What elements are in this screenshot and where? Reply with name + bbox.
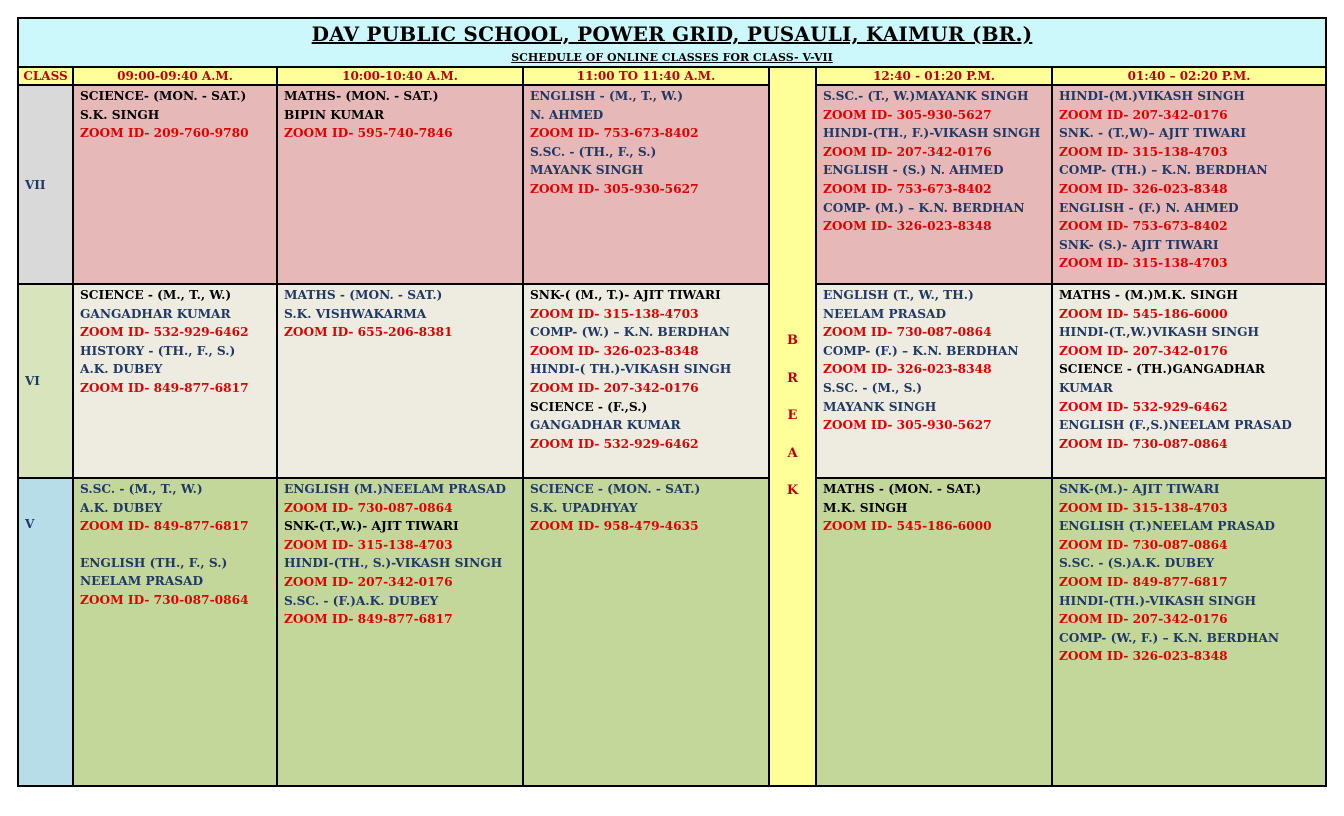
zoom-id: ZOOM ID- 207-342-0176 (530, 380, 699, 395)
zoom-id: ZOOM ID- 545-186-6000 (1059, 306, 1228, 321)
teacher-line: GANGADHAR KUMAR (80, 306, 231, 321)
zoom-id: ZOOM ID- 326-023-8348 (823, 362, 992, 377)
header-class: CLASS (19, 68, 74, 86)
cell-vi-slot-5 (1053, 285, 1325, 479)
subject-line: ENGLISH (TH., F., S.) (80, 555, 228, 570)
zoom-id: ZOOM ID- 655-206-8381 (284, 325, 453, 340)
subject-line: SCIENCE - (M., T., W.) (80, 288, 232, 302)
zoom-id: ZOOM ID- 730-087-0864 (1059, 537, 1228, 552)
subject-line: COMP- (F.) – K.N. BERDHAN (823, 343, 1019, 358)
teacher-line: S.K. VISHWAKARMA (284, 306, 427, 321)
cell-v-slot-1 (74, 479, 278, 785)
cell-vii-slot-1 (74, 86, 278, 285)
subject-line: ENGLISH - (S.) N. AHMED (823, 163, 1004, 178)
subject-line: COMP- (W., F.) – K.N. BERDHAN (1059, 630, 1279, 645)
subject-line: ENGLISH (T., W., TH.) (823, 288, 974, 302)
zoom-id: ZOOM ID- 315-138-4703 (1059, 144, 1228, 159)
zoom-id: ZOOM ID- 207-342-0176 (284, 574, 453, 589)
header-slot-3: 11:00 TO 11:40 A.M. (524, 68, 770, 86)
cell-v-slot-5 (1053, 479, 1325, 785)
zoom-id: ZOOM ID- 209-760-9780 (80, 126, 249, 141)
teacher-line: A.K. DUBEY (80, 500, 163, 515)
cell-v-slot-3 (524, 479, 770, 785)
subject-line: SNK. - (T.,W)– AJIT TIWARI (1059, 126, 1247, 141)
cell-vi-slot-4 (817, 285, 1053, 479)
zoom-id: ZOOM ID- 207-342-0176 (1059, 343, 1228, 358)
subject-line: ENGLISH (T.)NEELAM PRASAD (1059, 519, 1275, 534)
teacher-line: S.K. UPADHYAY (530, 500, 638, 515)
zoom-id: ZOOM ID- 315-138-4703 (1059, 256, 1228, 271)
subject-line: SNK-(T.,W.)- AJIT TIWARI (284, 519, 459, 534)
subject-line: COMP- (TH.) – K.N. BERDHAN (1059, 163, 1268, 178)
zoom-id: ZOOM ID- 315-138-4703 (530, 306, 699, 321)
break-letter: A (787, 445, 798, 461)
teacher-line: A.K. DUBEY (80, 362, 163, 377)
teacher-line: KUMAR (1059, 380, 1113, 395)
subject-line: SNK-(M.)- AJIT TIWARI (1059, 482, 1220, 496)
teacher-line: NEELAM PRASAD (80, 574, 204, 589)
subject-line: ENGLISH (M.)NEELAM PRASAD (284, 482, 506, 496)
zoom-id: ZOOM ID- 849-877-6817 (284, 612, 453, 627)
break-letter: K (786, 483, 799, 498)
subject-line: S.SC. - (S.)A.K. DUBEY (1059, 556, 1215, 571)
zoom-id: ZOOM ID- 305-930-5627 (823, 418, 992, 433)
header-slot-1: 09:00-09:40 A.M. (74, 68, 278, 86)
subject-line: SCIENCE - (F.,S.) (530, 399, 648, 414)
subject-line: S.SC. - (M., T., W.) (80, 482, 203, 496)
zoom-id: ZOOM ID- 305-930-5627 (823, 107, 992, 122)
subject-line: SNK-( (M., T.)- AJIT TIWARI (530, 288, 721, 302)
teacher-line: S.K. SINGH (80, 107, 160, 122)
teacher-line: MAYANK SINGH (530, 163, 644, 178)
break-letter: B (787, 333, 798, 348)
cell-vii-slot-3 (524, 86, 770, 285)
zoom-id: ZOOM ID- 326-023-8348 (530, 343, 699, 358)
subject-line: HINDI-(T.,W.)VIKASH SINGH (1059, 325, 1260, 340)
zoom-id: ZOOM ID- 595-740-7846 (284, 126, 453, 141)
break-column (770, 68, 817, 785)
zoom-id: ZOOM ID- 326-023-8348 (1059, 649, 1228, 664)
teacher-line: NEELAM PRASAD (823, 306, 947, 321)
zoom-id: ZOOM ID- 207-342-0176 (1059, 612, 1228, 627)
zoom-id: ZOOM ID- 730-087-0864 (284, 500, 453, 515)
title-band (19, 19, 1325, 68)
subject-line: MATHS - (MON. - SAT.) (284, 288, 443, 302)
subject-line: HINDI-(M.)VIKASH SINGH (1059, 89, 1245, 103)
zoom-id: ZOOM ID- 532-929-6462 (530, 436, 699, 451)
zoom-id: ZOOM ID- 545-186-6000 (823, 519, 992, 534)
subject-line: HINDI-(TH.)-VIKASH SINGH (1059, 593, 1257, 608)
class-label-vii: VII (19, 86, 74, 285)
teacher-line: GANGADHAR KUMAR (530, 418, 681, 433)
zoom-id: ZOOM ID- 753-673-8402 (530, 126, 699, 141)
subject-line: ENGLISH (F.,S.)NEELAM PRASAD (1059, 418, 1292, 433)
subject-line: HINDI-(TH., S.)-VIKASH SINGH (284, 556, 503, 571)
subject-line: COMP- (M.) – K.N. BERDHAN (823, 200, 1025, 215)
zoom-id: ZOOM ID- 315-138-4703 (284, 537, 453, 552)
subject-line: ENGLISH - (F.) N. AHMED (1059, 200, 1239, 215)
subject-line: SCIENCE- (MON. - SAT.) (80, 89, 247, 103)
zoom-id: ZOOM ID- 532-929-6462 (80, 325, 249, 340)
zoom-id: ZOOM ID- 315-138-4703 (1059, 500, 1228, 515)
break-letter: R (787, 370, 798, 386)
zoom-id: ZOOM ID- 753-673-8402 (823, 181, 992, 196)
cell-vi-slot-3 (524, 285, 770, 479)
schedule-sheet (17, 17, 1327, 787)
zoom-id: ZOOM ID- 305-930-5627 (530, 181, 699, 196)
zoom-id: ZOOM ID- 730-087-0864 (1059, 436, 1228, 451)
break-letter: E (787, 408, 798, 423)
zoom-id: ZOOM ID- 849-877-6817 (80, 380, 249, 395)
header-slot-2: 10:00-10:40 A.M. (278, 68, 524, 86)
schedule-subtitle: SCHEDULE OF ONLINE CLASSES FOR CLASS- V-VII (511, 51, 833, 64)
zoom-id: ZOOM ID- 730-087-0864 (80, 592, 249, 607)
cell-vi-slot-2 (278, 285, 524, 479)
zoom-id: ZOOM ID- 849-877-6817 (80, 519, 249, 534)
header-slot-4: 12:40 - 01:20 P.M. (817, 68, 1053, 86)
subject-line: SCIENCE - (TH.)GANGADHAR (1059, 362, 1266, 377)
school-title: DAV PUBLIC SCHOOL, POWER GRID, PUSAULI, KAIMUR (BR.) (311, 22, 1033, 46)
zoom-id: ZOOM ID- 730-087-0864 (823, 325, 992, 340)
cell-vii-slot-4 (817, 86, 1053, 285)
class-label-vi: VI (19, 285, 74, 479)
subject-line: HINDI-( TH.)-VIKASH SINGH (530, 362, 732, 377)
cell-vii-slot-2 (278, 86, 524, 285)
cell-v-slot-2 (278, 479, 524, 785)
teacher-line: MAYANK SINGH (823, 399, 937, 414)
zoom-id: ZOOM ID- 207-342-0176 (1059, 107, 1228, 122)
cell-vii-slot-5 (1053, 86, 1325, 285)
zoom-id: ZOOM ID- 532-929-6462 (1059, 399, 1228, 414)
zoom-id: ZOOM ID- 326-023-8348 (1059, 181, 1228, 196)
subject-line: MATHS - (M.)M.K. SINGH (1059, 288, 1238, 302)
teacher-line: BIPIN KUMAR (284, 107, 385, 122)
zoom-id: ZOOM ID- 958-479-4635 (530, 519, 699, 534)
class-label-v: V (19, 479, 74, 785)
subject-line: COMP- (W.) – K.N. BERDHAN (530, 325, 730, 340)
zoom-id: ZOOM ID- 207-342-0176 (823, 144, 992, 159)
zoom-id: ZOOM ID- 849-877-6817 (1059, 574, 1228, 589)
subject-line: SNK- (S.)- AJIT TIWARI (1059, 237, 1219, 252)
subject-line: MATHS- (MON. - SAT.) (284, 89, 439, 103)
subject-line: S.SC.- (T., W.)MAYANK SINGH (823, 89, 1029, 103)
zoom-id: ZOOM ID- 326-023-8348 (823, 219, 992, 234)
zoom-id: ZOOM ID- 753-673-8402 (1059, 219, 1228, 234)
header-slot-5: 01:40 – 02:20 P.M. (1053, 68, 1325, 86)
teacher-line: M.K. SINGH (823, 500, 908, 515)
cell-vi-slot-1 (74, 285, 278, 479)
subject-line: HINDI-(TH., F.)-VIKASH SINGH (823, 126, 1041, 141)
subject-line: S.SC. - (TH., F., S.) (530, 144, 657, 159)
subject-line: MATHS - (MON. - SAT.) (823, 482, 982, 496)
cell-v-slot-4 (817, 479, 1053, 785)
subject-line: S.SC. - (M., S.) (823, 380, 923, 395)
subject-line: S.SC. - (F.)A.K. DUBEY (284, 593, 439, 608)
subject-line: SCIENCE - (MON. - SAT.) (530, 482, 701, 496)
spacer (80, 536, 270, 554)
teacher-line: N. AHMED (530, 107, 604, 122)
subject-line: HISTORY - (TH., F., S.) (80, 343, 236, 358)
subject-line: ENGLISH - (M., T., W.) (530, 89, 683, 103)
